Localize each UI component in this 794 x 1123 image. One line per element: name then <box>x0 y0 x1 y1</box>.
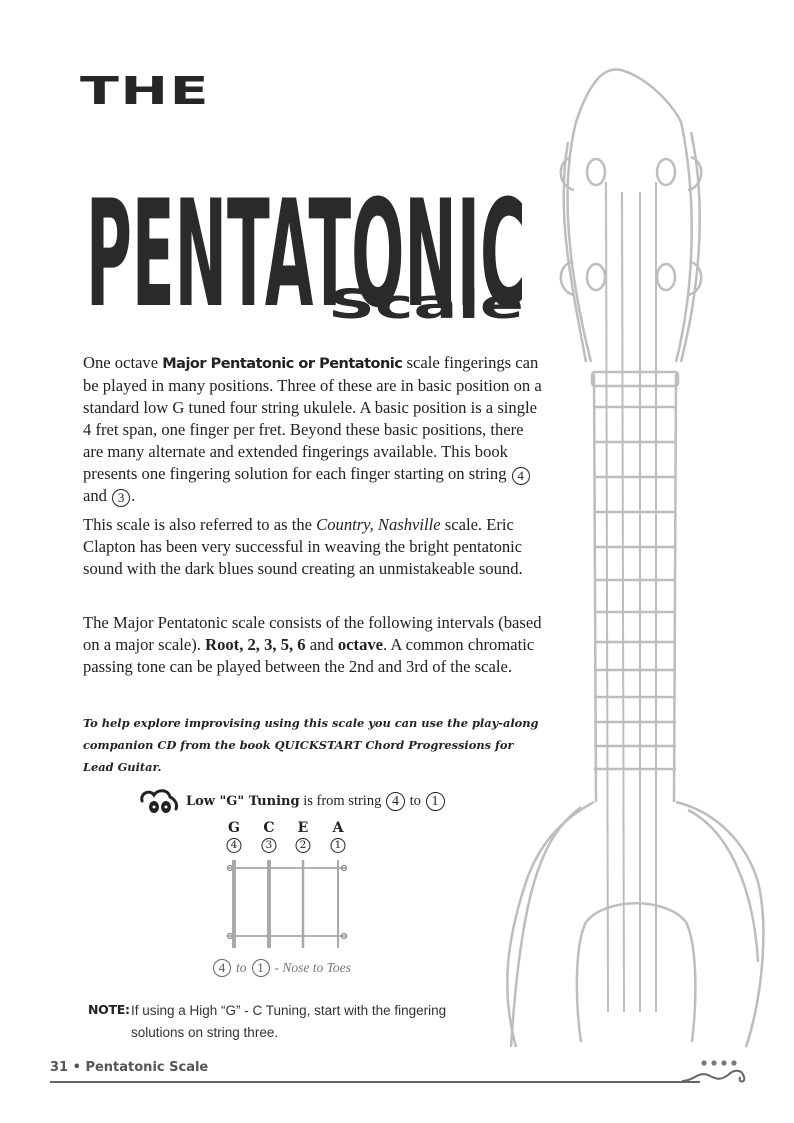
note-label: NOTE: <box>88 1002 130 1017</box>
title-the: THE <box>80 69 211 113</box>
string-number-3: 3 <box>262 838 277 853</box>
tuning-peg-icon <box>138 787 182 815</box>
string-3-marker: 3 <box>112 489 130 507</box>
uke-strings <box>606 182 656 1012</box>
country-text-2: scale. Eric Clapton has been very successful in weaving the bright pentatonic sound with the dark blues sound creating an unmistakeable sound. <box>83 515 523 578</box>
tuning-to-word: to <box>409 792 421 809</box>
intervals-text-2: . A common chromatic passing tone can be played between the 2nd and 3rd of the scale. <box>83 635 535 676</box>
paragraph-country <box>83 514 543 580</box>
nose-from-string: 4 <box>213 959 231 977</box>
tuning-text: is from string <box>303 792 382 809</box>
title-scale: Scale <box>328 282 524 320</box>
fretboard-diagram <box>226 858 348 950</box>
note-name-e: E <box>297 820 309 836</box>
string-number-4: 4 <box>227 838 242 853</box>
headstock-outline <box>568 70 692 362</box>
note-name-a: A <box>332 820 344 836</box>
note-name-c: C <box>263 820 275 836</box>
country-text-1: This scale is also referred to as the <box>83 515 312 534</box>
intervals-and: and <box>309 635 334 654</box>
intervals-text-1: The Major Pentatonic scale consists of the following intervals (based on a major scale). <box>83 613 542 654</box>
tuning-to-string: 1 <box>426 792 445 811</box>
intro-body: scale fingerings can be played in many positions. Three of these are in basic position on a standard low G tuned four string ukulele. A basic position is a single 4 fret span, one finger per fret. Beyond these basic positions, there are many alternate and extended fingerings available. This book presents one fingering solution for each finger starting on string <box>83 353 542 483</box>
period: . <box>131 486 136 505</box>
paragraph-intro <box>83 352 543 507</box>
intro-text: One octave <box>83 353 159 372</box>
nose-to-string: 1 <box>252 959 270 977</box>
title-pentatonic: PENTATONIC <box>86 169 526 320</box>
uke-soundhole <box>577 903 696 1042</box>
scale-name-bold: Major Pentatonic or Pentatonic <box>162 356 403 372</box>
string-number-1: 1 <box>331 838 346 853</box>
tuning-label: Low "G" Tuning <box>186 793 300 809</box>
tuning-pegs <box>561 157 701 295</box>
uke-neck <box>592 372 678 802</box>
and-word: and <box>83 486 107 505</box>
string-4-marker: 4 <box>512 467 530 485</box>
paragraph-intervals <box>83 612 543 678</box>
tuning-line <box>138 787 446 815</box>
nose-to-toes <box>212 959 351 977</box>
uke-body <box>507 802 763 1047</box>
intervals-bold: Root, 2, 3, 5, 6 <box>205 635 306 654</box>
footer-rule <box>50 1081 700 1083</box>
nose-to-word: to <box>236 960 247 975</box>
octave-bold: octave <box>337 635 384 654</box>
string-number-2: 2 <box>296 838 311 853</box>
page-footer-label: 31 • Pentatonic Scale <box>50 1060 209 1075</box>
nose-caption: - Nose to Toes <box>274 960 351 975</box>
country-nashville: Country, Nashville <box>316 515 441 534</box>
footer-wave-icon <box>680 1055 750 1087</box>
note-text: If using a High “G” - C Tuning, start with the fingering solutions on string three. <box>131 1003 447 1040</box>
companion-cd-tip: To help explore improvising using this scale you can use the play-along companion CD from the book QUICKSTART Chord Progressions for Lead Guitar. <box>83 716 539 774</box>
tuning-from-string: 4 <box>386 792 405 811</box>
title-graphic <box>82 80 532 320</box>
note-name-g: G <box>228 820 240 836</box>
